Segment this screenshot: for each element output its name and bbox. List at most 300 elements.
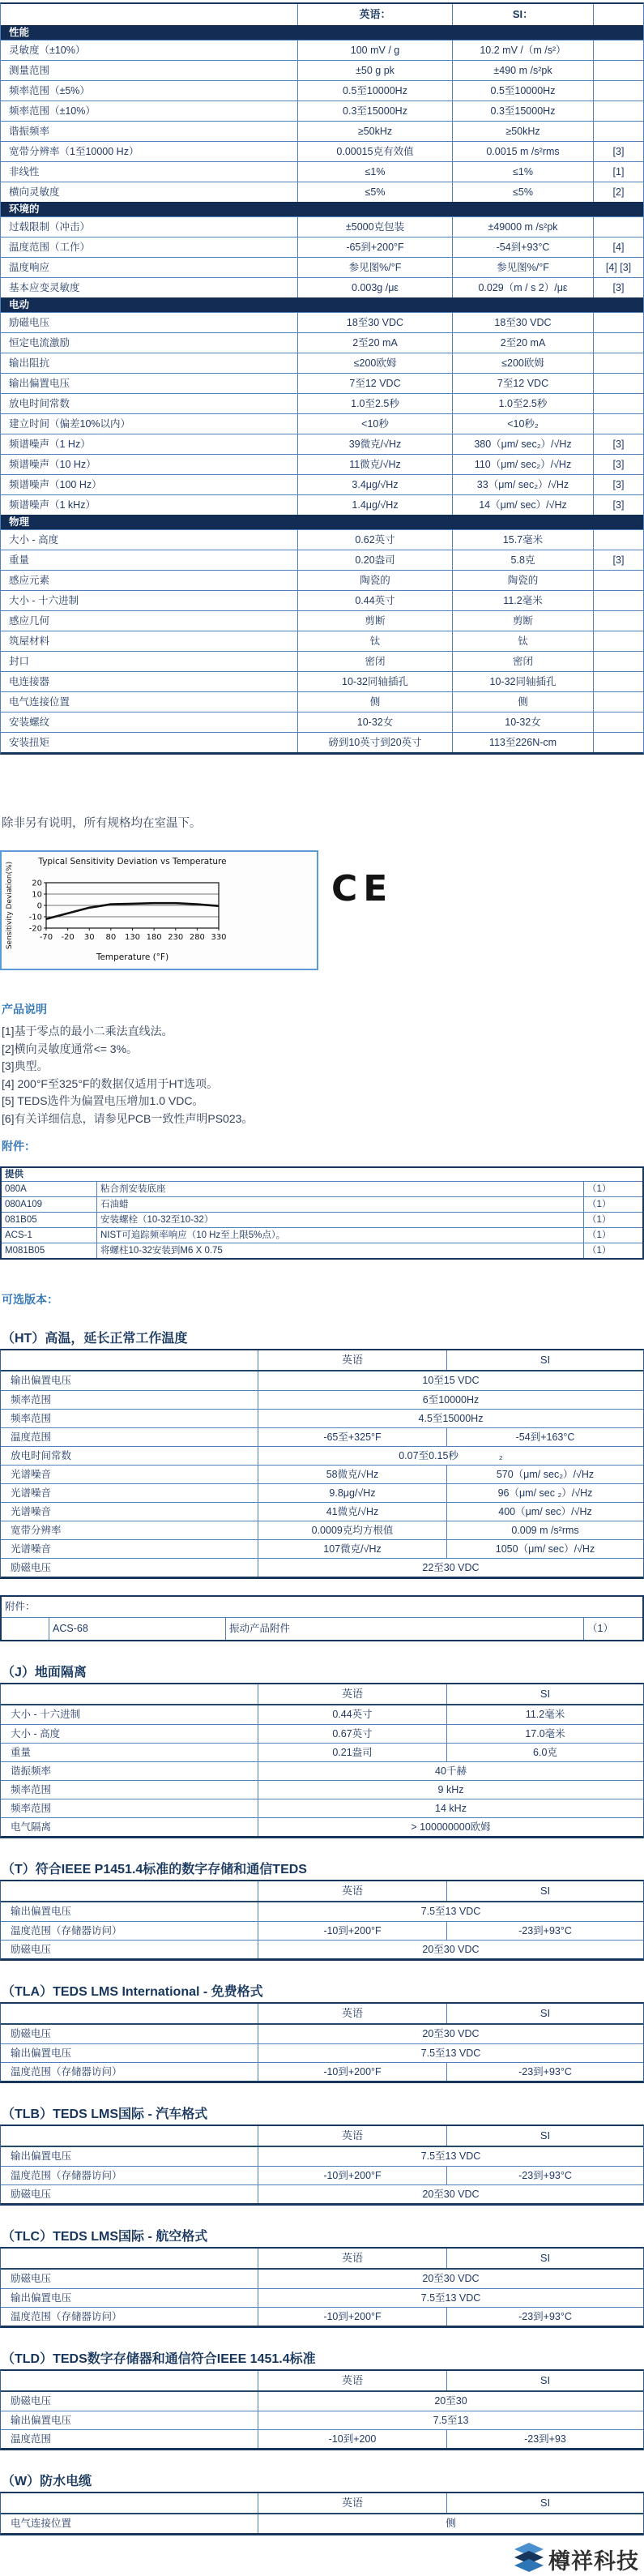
accessory-desc-cell: 石油蜡 — [96, 1197, 583, 1212]
option-table — [0, 2125, 644, 2206]
option-english-value-cell: 6至10000Hz — [258, 1391, 643, 1409]
spec-row — [1, 101, 643, 121]
spec-si-value-cell: -54到+93°C — [452, 237, 593, 257]
spec-english-value-cell: 0.003g /με — [297, 278, 452, 297]
option-label-cell: 励磁电压 — [11, 2028, 52, 2039]
option-header-english: 英语 — [258, 2493, 446, 2513]
svg-text:Typical Sensitivity Deviation: Typical Sensitivity Deviation vs Temperature — [38, 857, 227, 867]
spec-english-value-cell: 1.4μg/√Hz — [297, 495, 452, 515]
sensitivity-chart-svg — [2, 852, 317, 969]
option-english-value-cell: -65至+325°F — [258, 1428, 446, 1446]
spec-label-cell: 电气连接位置 — [9, 696, 70, 708]
option-si-value-cell: -23到+93°C — [446, 2308, 643, 2326]
option-label-cell: 温度范围 — [11, 1431, 52, 1443]
spec-si-value-cell: 33（μm/ sec₂）/√Hz — [452, 475, 593, 494]
option-label-cell: 励磁电压 — [11, 1562, 52, 1573]
product-notes-list — [2, 1023, 644, 1128]
option-english-value-cell: 7.5至13 VDC — [258, 2044, 643, 2062]
spec-label-cell: 大小 - 高度 — [9, 534, 59, 546]
option-english-value-cell: 20至30 VDC — [258, 2270, 643, 2288]
spec-footnote-cell: [3] — [593, 434, 643, 454]
option-si-value-cell: 96（μm/ sec ₂）/√Hz — [446, 1484, 643, 1502]
spec-si-value-cell: 10-32女 — [452, 712, 593, 732]
option-si-value-cell: -23到+93°C — [446, 2063, 643, 2081]
spec-footnote-cell — [593, 530, 643, 550]
option-row — [1, 1427, 643, 1446]
option-header-row — [1, 2249, 643, 2270]
spec-si-value-cell: 2至20 mA — [452, 333, 593, 353]
accessory-row — [2, 1243, 642, 1258]
option-section-heading: （W）防水电缆 — [2, 2475, 92, 2488]
chart-and-ce-row — [0, 850, 644, 970]
option-si-value-cell: -23到+93 — [446, 2430, 643, 2448]
option-english-value-cell: 4.5至15000Hz — [258, 1410, 643, 1427]
product-note-item: [5] TEDS选件为偏置电压增加1.0 VDC。 — [2, 1094, 204, 1107]
spec-row — [1, 80, 643, 101]
option-label-cell: 电气隔离 — [11, 1821, 52, 1833]
spec-si-value-cell: 5.8克 — [452, 550, 593, 570]
option-header-si: SI — [446, 1881, 643, 1901]
option-header-spacer — [1, 2126, 258, 2146]
spec-si-value-cell: 1.0至2.5秒 — [452, 394, 593, 413]
option-header-spacer — [1, 2371, 258, 2390]
spec-label-cell: 大小 - 十六进制 — [9, 595, 79, 606]
option-label-cell: 输出偏置电压 — [11, 2048, 72, 2059]
option-rows — [1, 1902, 643, 1958]
svg-text:0: 0 — [36, 901, 42, 911]
option-section-heading: （T）符合IEEE P1451.4标准的数字存储和通信TEDS — [2, 1863, 307, 1876]
option-row — [1, 2411, 643, 2429]
spec-row — [1, 393, 643, 413]
spec-footnote-cell — [593, 61, 643, 80]
option-label-cell: 温度范围（存储器访问） — [11, 2311, 122, 2322]
option-table — [0, 2369, 644, 2450]
ht-accessory-row — [2, 1618, 642, 1640]
option-row — [1, 1558, 643, 1577]
spec-english-value-cell: 钛 — [297, 631, 452, 651]
option-label-cell: 光谱噪音 — [11, 1487, 52, 1499]
spec-english-value-cell: 0.3至15000Hz — [297, 101, 452, 121]
svg-text:-10: -10 — [28, 913, 42, 922]
spec-english-value-cell: -65到+200°F — [297, 237, 452, 257]
spec-rows — [1, 40, 643, 202]
spec-footnote-cell — [593, 652, 643, 671]
option-label-cell: 光谱噪音 — [11, 1543, 52, 1555]
option-label-cell: 温度范围 — [11, 2433, 52, 2445]
accessory-model-cell: 080A — [5, 1184, 27, 1194]
spec-english-value-cell: 2至20 mA — [297, 333, 452, 353]
option-label-cell: 频率范围 — [11, 1413, 52, 1424]
option-header-english: 英语 — [258, 2371, 446, 2390]
spec-footnote-cell — [593, 41, 643, 60]
product-note-item: [1]基于零点的最小二乘法直线法。 — [2, 1025, 173, 1038]
spec-footnote-cell: [3] — [593, 495, 643, 515]
spec-header-note-spacer — [593, 4, 643, 25]
main-spec-table — [0, 2, 644, 755]
spec-english-value-cell: 侧 — [297, 692, 452, 712]
option-section — [0, 2471, 644, 2535]
option-section-heading: （TLC）TEDS LMS国际 - 航空格式 — [2, 2230, 208, 2244]
spec-english-value-cell: 0.00015克有效值 — [297, 142, 452, 161]
spec-row — [1, 474, 643, 494]
spec-label-cell: 电连接器 — [9, 676, 50, 687]
option-label-cell: 大小 - 十六进制 — [11, 1709, 81, 1720]
option-row — [1, 1483, 643, 1502]
spec-label-cell: 温度范围（工作） — [9, 242, 91, 253]
spec-rows — [1, 216, 643, 297]
spec-label-cell: 过载限制（冲击） — [9, 221, 91, 233]
spec-row — [1, 732, 643, 752]
spec-footnote-cell: [3] — [593, 550, 643, 570]
option-header-english: 英语 — [258, 2249, 446, 2268]
option-english-value-cell: 22至30 VDC — [258, 1559, 643, 1577]
spec-footnote-cell — [593, 591, 643, 610]
spec-english-value-cell: 11微克/√Hz — [297, 455, 452, 474]
option-section — [0, 1662, 644, 1838]
spec-si-value-cell: 钛 — [452, 631, 593, 651]
option-english-value-cell: 侧 — [258, 2514, 643, 2533]
spec-english-value-cell: 39微克/√Hz — [297, 434, 452, 454]
spec-footnote-cell: [2] — [593, 182, 643, 202]
spec-footnote-cell — [593, 414, 643, 434]
option-header-english: 英语 — [258, 1684, 446, 1704]
option-row — [1, 1502, 643, 1521]
spec-label-cell: 基本应变灵敏度 — [9, 282, 80, 293]
option-row — [1, 2043, 643, 2062]
option-si-value-cell: 400（μm/ sec）/√Hz — [446, 1503, 643, 1521]
option-header-si: SI — [446, 2371, 643, 2390]
option-english-value-cell: 20至30 VDC — [258, 2185, 643, 2203]
option-header-spacer — [1, 1350, 258, 1370]
option-row — [1, 1780, 643, 1799]
spec-row — [1, 651, 643, 671]
option-english-value-cell: 58微克/√Hz — [258, 1466, 446, 1483]
spec-footnote-cell: [3] — [593, 455, 643, 474]
option-row — [1, 1902, 643, 1921]
option-english-value-cell: 0.0009克均方根值 — [258, 1521, 446, 1539]
spec-english-value-cell: <10秒 — [297, 414, 452, 434]
ht-accessory-table — [0, 1595, 644, 1641]
spec-rows — [1, 312, 643, 515]
accessory-row — [2, 1181, 642, 1196]
spec-label-cell: 感应元素 — [9, 575, 50, 586]
spec-si-value-cell: 0.029（m / s 2）/με — [452, 278, 593, 297]
option-english-value-cell: 0.67英寸 — [258, 1725, 446, 1743]
option-header-si: SI — [446, 2126, 643, 2146]
accessory-qty-cell: （1） — [583, 1197, 642, 1212]
spec-label-cell: 安装螺纹 — [9, 717, 50, 728]
spec-si-value-cell: 7至12 VDC — [452, 374, 593, 393]
accessory-desc-cell: 粘合剂安装底座 — [96, 1182, 583, 1196]
spec-si-value-cell: 参见图%/°F — [452, 258, 593, 277]
option-section-heading: （TLD）TEDS数字存储器和通信符合IEEE 1451.4标准 — [2, 2352, 316, 2366]
spec-row — [1, 141, 643, 161]
option-si-value-cell: 6.0克 — [446, 1744, 643, 1761]
spec-si-value-cell: ≤5% — [452, 182, 593, 202]
accessory-model-cell: M081B05 — [5, 1246, 45, 1256]
spec-english-value-cell: 0.62英寸 — [297, 530, 452, 550]
spec-si-value-cell: 陶瓷的 — [452, 571, 593, 590]
spec-english-value-cell: ±50 g pk — [297, 61, 452, 80]
spec-label-cell: 筑屋材料 — [9, 635, 50, 647]
spec-si-value-cell: 10.2 mV /（m /s²） — [452, 41, 593, 60]
option-header-spacer — [1, 2249, 258, 2268]
spec-row — [1, 60, 643, 80]
option-row — [1, 2184, 643, 2203]
option-row — [1, 2392, 643, 2411]
option-row — [1, 1940, 643, 1958]
spec-si-value-cell: 113至226N-cm — [452, 733, 593, 752]
option-section — [0, 1981, 644, 2083]
spec-english-value-cell: ≥50kHz — [297, 122, 452, 141]
option-header-row — [1, 1881, 643, 1902]
option-english-value-cell: 41微克/√Hz — [258, 1503, 446, 1521]
option-section — [0, 2103, 644, 2206]
option-header-spacer — [1, 1881, 258, 1901]
spec-label-cell: 横向灵敏度 — [9, 186, 60, 198]
ht-accessory-qty-cell: （1） — [583, 1618, 642, 1640]
option-si-value-cell: 570（μm/ sec₂）/√Hz — [446, 1466, 643, 1483]
accessories-rows — [2, 1181, 642, 1258]
spec-english-value-cell: 7至12 VDC — [297, 374, 452, 393]
spec-english-value-cell: 0.44英寸 — [297, 591, 452, 610]
spec-si-value-cell: 0.5至10000Hz — [452, 81, 593, 101]
option-table — [0, 2247, 644, 2328]
svg-text:Sensitivity Deviation(%): Sensitivity Deviation(%) — [6, 861, 14, 950]
spec-si-value-cell: ±49000 m /s²pk — [452, 217, 593, 237]
spec-label-cell: 频率范围（±10%） — [9, 105, 96, 117]
option-english-value-cell: 7.5至13 — [258, 2411, 643, 2429]
header-si-label: SI： — [452, 4, 593, 25]
spec-si-value-cell: ≥50kHz — [452, 122, 593, 141]
svg-text:10: 10 — [32, 890, 42, 900]
option-row — [1, 1539, 643, 1558]
option-english-value-cell: 20至30 VDC — [258, 1941, 643, 1958]
option-english-value-cell: 10至15 VDC — [258, 1371, 643, 1390]
option-header-row — [1, 1350, 643, 1371]
spec-section — [1, 202, 643, 297]
option-si-value-cell: 1050（μm/ sec）/√Hz — [446, 1540, 643, 1558]
spec-english-value-cell: 陶瓷的 — [297, 571, 452, 590]
spec-row — [1, 182, 643, 202]
spec-label-cell: 频谱噪声（1 Hz） — [9, 439, 91, 450]
spec-row — [1, 691, 643, 712]
spec-footnote-cell: [3] — [593, 278, 643, 297]
option-si-value-cell: -54到+163°C — [446, 1428, 643, 1446]
spec-section — [1, 297, 643, 515]
spec-footnote-cell — [593, 81, 643, 101]
spec-footnote-cell — [593, 733, 643, 752]
option-label-cell: 输出偏置电压 — [11, 1906, 72, 1917]
option-row — [1, 2147, 643, 2166]
spec-footnote-cell — [593, 101, 643, 121]
option-english-value-cell: -10到+200°F — [258, 2308, 446, 2326]
spec-row — [1, 590, 643, 610]
option-row — [1, 2270, 643, 2288]
spec-si-value-cell: 0.3至15000Hz — [452, 101, 593, 121]
option-sections-a — [0, 1328, 644, 1579]
section-bar: 电动 — [1, 297, 643, 312]
spec-english-value-cell: 10-32同轴插孔 — [297, 672, 452, 691]
spec-footnote-cell — [593, 217, 643, 237]
accessory-row — [2, 1212, 642, 1227]
option-label-cell: 电气连接位置 — [11, 2518, 72, 2529]
option-row — [1, 2062, 643, 2081]
option-english-value-cell: 9 kHz — [258, 1781, 643, 1799]
option-english-value-cell: > 100000000欧姆 — [258, 1818, 643, 1836]
option-english-value-cell: 7.5至13 VDC — [258, 2289, 643, 2307]
option-row — [1, 1390, 643, 1409]
spec-row — [1, 712, 643, 732]
option-rows — [1, 2147, 643, 2203]
svg-text:180: 180 — [146, 933, 162, 942]
option-rows — [1, 1705, 643, 1836]
spec-label-cell: 励磁电压 — [9, 317, 50, 328]
spec-row — [1, 631, 643, 651]
spec-english-value-cell: 18至30 VDC — [297, 313, 452, 332]
option-si-value-cell: -23到+93°C — [446, 1922, 643, 1940]
spec-footnote-cell — [593, 611, 643, 631]
option-english-value-cell: 40千赫 — [258, 1762, 643, 1780]
spec-label-cell: 频率范围（±5%） — [9, 85, 90, 96]
option-label-cell: 励磁电压 — [11, 2189, 52, 2200]
section-bar: 性能 — [1, 25, 643, 40]
option-label-cell: 输出偏置电压 — [11, 2415, 72, 2426]
spec-english-value-cell: 密闭 — [297, 652, 452, 671]
option-row — [1, 1724, 643, 1743]
option-header-spacer — [1, 1684, 258, 1704]
spec-row — [1, 121, 643, 141]
spec-footnote-cell: [4] [3] — [593, 258, 643, 277]
option-label-cell: 光谱噪音 — [11, 1469, 52, 1480]
option-row — [1, 1743, 643, 1761]
spec-footnote-cell — [593, 631, 643, 651]
spec-label-cell: 重量 — [9, 554, 30, 566]
ht-accessory-desc-cell: 振动产品附件 — [225, 1618, 583, 1640]
option-header-row — [1, 2493, 643, 2514]
spec-row — [1, 216, 643, 237]
option-english-value-cell: 0.44英寸 — [258, 1705, 446, 1724]
option-english-value-cell: 9.8μg/√Hz — [258, 1484, 446, 1502]
spec-row — [1, 373, 643, 393]
option-label-cell: 谐振频率 — [11, 1765, 52, 1777]
option-rows — [1, 1371, 643, 1577]
option-english-value-cell: -10到+200 — [258, 2430, 446, 2448]
footer-logo — [0, 2542, 644, 2576]
option-header-row — [1, 2126, 643, 2147]
option-rows — [1, 2025, 643, 2081]
accessory-row — [2, 1196, 642, 1212]
option-header-english: 英语 — [258, 2126, 446, 2146]
spec-label-cell: 灵敏度（±10%） — [9, 45, 86, 56]
spec-english-value-cell: 10-32女 — [297, 712, 452, 732]
option-header-si: SI — [446, 2493, 643, 2513]
spec-row — [1, 413, 643, 434]
option-si-value-cell: 11.2毫米 — [446, 1705, 643, 1724]
spec-label-cell: 安装扭矩 — [9, 737, 50, 748]
accessory-desc-cell: 安装螺栓（10-32至10-32） — [96, 1213, 583, 1227]
option-label-cell: 大小 - 高度 — [11, 1728, 61, 1739]
option-label-cell: 输出偏置电压 — [11, 1375, 72, 1386]
spec-english-value-cell: ≤5% — [297, 182, 452, 202]
spec-label-cell: 输出偏置电压 — [9, 378, 70, 389]
svg-text:330: 330 — [211, 933, 227, 942]
supplied-accessories-table — [0, 1166, 644, 1260]
section-bar: 环境的 — [1, 202, 643, 216]
option-header-row — [1, 1684, 643, 1705]
spec-row — [1, 434, 643, 454]
spec-label-cell: 宽带分辨率（1至10000 Hz） — [9, 146, 139, 157]
spec-row — [1, 237, 643, 257]
option-row — [1, 1446, 643, 1465]
option-row — [1, 1465, 643, 1483]
spec-row — [1, 332, 643, 353]
option-label-cell: 频率范围 — [11, 1784, 52, 1795]
spec-english-value-cell: 磅到10英寸到20英寸 — [297, 733, 452, 752]
logo-icon — [513, 2542, 545, 2576]
option-row — [1, 1521, 643, 1539]
spec-footnote-cell: [3] — [593, 475, 643, 494]
spec-label-cell: 非线性 — [9, 166, 40, 178]
option-label-cell: 输出偏置电压 — [11, 2150, 72, 2162]
option-header-english: 英语 — [258, 1881, 446, 1901]
option-header-english: 英语 — [258, 1350, 446, 1370]
option-header-si: SI — [446, 1684, 643, 1704]
option-section — [0, 1859, 644, 1961]
spec-label-cell: 测量范围 — [9, 65, 50, 76]
option-row — [1, 2025, 643, 2043]
spec-english-value-cell: 3.4μg/√Hz — [297, 475, 452, 494]
option-si-value-cell: 0.009 m /s²rms — [446, 1521, 643, 1539]
product-note-item: [3]典型。 — [2, 1059, 49, 1072]
svg-text:-70: -70 — [39, 933, 53, 942]
option-row — [1, 2307, 643, 2326]
accessory-model-cell: 080A109 — [5, 1200, 43, 1209]
spec-section — [1, 25, 643, 202]
spec-sections — [1, 25, 643, 752]
logo-text: 樽祥科技 — [548, 2548, 639, 2574]
option-label-cell: 励磁电压 — [11, 2273, 52, 2284]
spec-footnote-cell — [593, 692, 643, 712]
spec-section — [1, 515, 643, 752]
option-english-value-cell: 20至30 — [258, 2392, 643, 2411]
option-english-value-cell: -10到+200°F — [258, 2167, 446, 2184]
option-header-spacer — [1, 2493, 258, 2513]
option-label-cell: 励磁电压 — [11, 2395, 52, 2407]
spec-row — [1, 454, 643, 474]
spec-si-value-cell: 110（μm/ sec₂）/√Hz — [452, 455, 593, 474]
spec-row — [1, 257, 643, 277]
option-rows — [1, 2270, 643, 2326]
spec-label-cell: 谐振频率 — [9, 126, 50, 137]
spec-row — [1, 610, 643, 631]
option-label-cell: 输出偏置电压 — [11, 2292, 72, 2304]
option-section-heading: （TLB）TEDS LMS国际 - 汽车格式 — [2, 2107, 208, 2121]
spec-si-value-cell: 侧 — [452, 692, 593, 712]
spec-header-row — [1, 4, 643, 25]
option-header-si: SI — [446, 2249, 643, 2268]
option-row — [1, 2514, 643, 2533]
svg-text:-20: -20 — [61, 933, 75, 942]
accessory-qty-cell: （1） — [583, 1213, 642, 1227]
option-label-cell: 光谱噪音 — [11, 1506, 52, 1517]
option-rows — [1, 2392, 643, 2448]
option-header-english: 英语 — [258, 2004, 446, 2023]
spec-si-value-cell: ≤1% — [452, 162, 593, 182]
spec-footnote-cell — [593, 571, 643, 590]
spec-si-value-cell: ≤200欧姆 — [452, 353, 593, 373]
option-section-heading: （TLA）TEDS LMS International - 免费格式 — [2, 1985, 263, 1999]
